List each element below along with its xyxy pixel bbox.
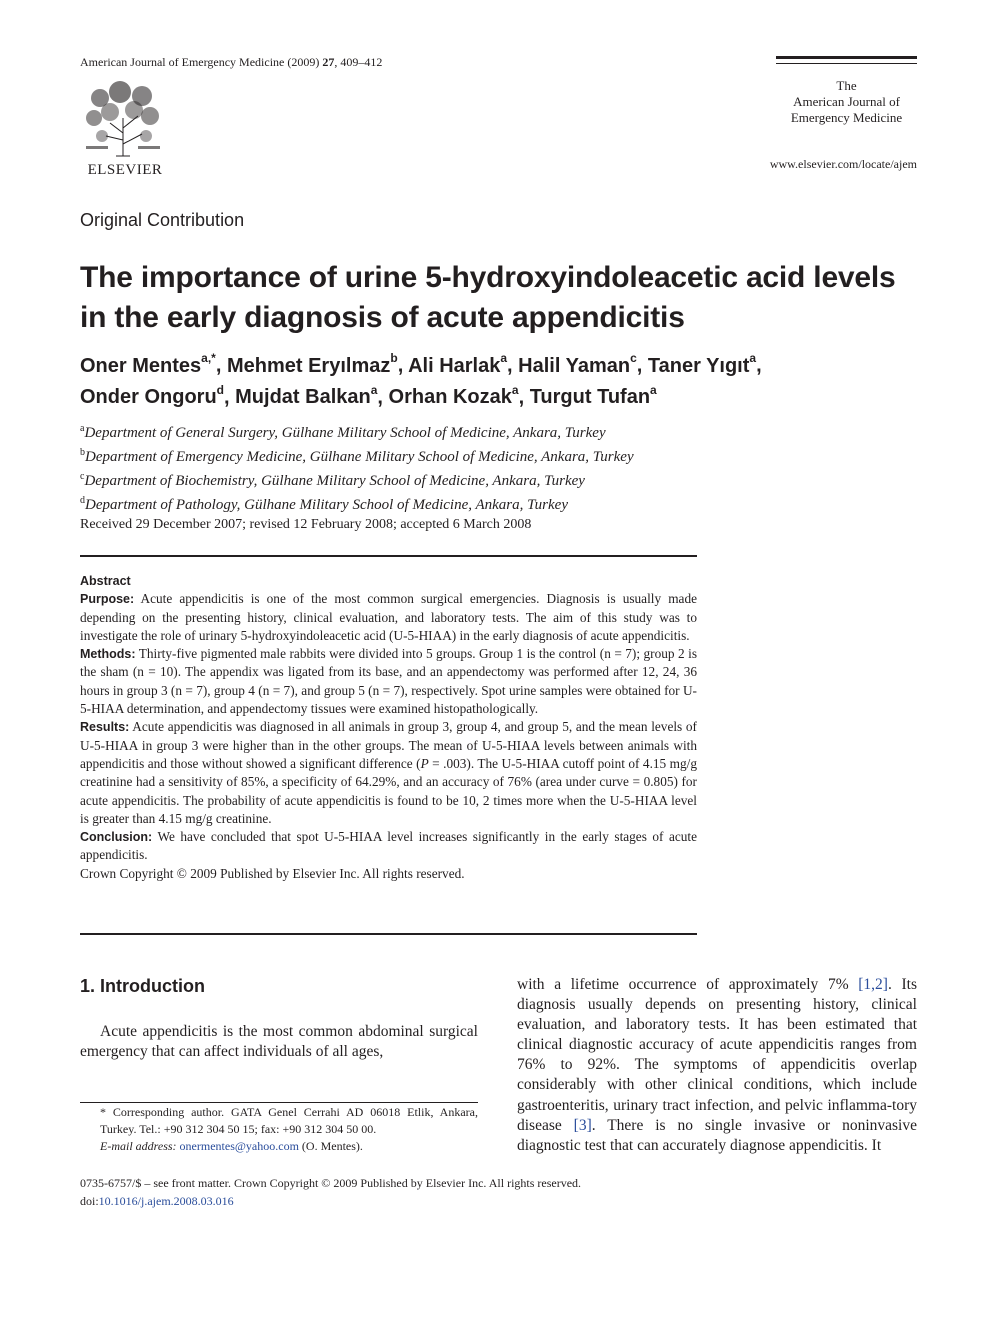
author[interactable]: Mujdat Balkan$^a$: [235, 382, 378, 409]
section-heading-introduction: 1. Introduction: [80, 976, 205, 996]
received-dates: Received 29 December 2007; revised 12 February 2008; accepted 6 March 2008: [80, 517, 532, 532]
front-matter: [80, 1174, 581, 1210]
corresponding-author-footnote: [80, 1104, 478, 1155]
author[interactable]: Mehmet Eryılmaz$^b$: [226, 351, 398, 377]
doi-line: doi:10.1016/j.ajem.2008.03.016: [80, 1194, 234, 1208]
affiliation: $^b$Department of Emergency Medicine, Gülhane Military School of Medicine, Ankara, Turkey: [80, 447, 634, 465]
reference-link[interactable]: [3]: [573, 1116, 592, 1134]
article-title: The importance of urine 5-hydroxyindoleacetic acid levels in the early diagnosis of acute appendicitis: [80, 261, 896, 334]
affiliations: [80, 419, 780, 515]
publisher-name: ELSEVIER: [87, 162, 163, 178]
abstract-copyright: Crown Copyright © 2009 Published by Elsevier Inc. All rights reserved.: [80, 865, 465, 881]
author[interactable]: Oner Mentes$^{a,*}$: [80, 351, 216, 377]
email-line: E-mail address: onermentes@yahoo.com (O. Mentes).: [100, 1139, 363, 1153]
elsevier-logo: [80, 78, 170, 180]
abstract-purpose: Purpose: Acute appendicitis is one of the most common surgical emergencies. Diagnosis is usually made depending on the presenting history, clinical evaluation, and laboratory tests. The aim of this study was to investigate the role of urinary 5-hydroxyindoleacetic acid (U-5-HIAA) in the early diagnosis of acute appendicitis.: [80, 591, 697, 643]
abstract-rule-top: [80, 555, 697, 557]
author[interactable]: Onder Ongoru$^d$: [80, 382, 225, 409]
affiliation: $^d$Department of Pathology, Gülhane Military School of Medicine, Ankara, Turkey: [80, 495, 568, 513]
abstract-rule-bottom: [80, 933, 697, 935]
journal-name: [776, 78, 917, 126]
abstract-methods: Methods: Thirty-five pigmented male rabbits were divided into 5 groups. Group 1 is the control (n = 7); group 2 is the sham (n = 10). The appendix was ligated from its base, and an appendectomy was performed after 12, 24, 36 hours in group 3 (n = 7), group 4 (n = 7), and group 5 (n = 7), respectively. Spot urine samples were obtained for U-5-HIAA determination, and appendectomy tissues were examined histopathologically.: [80, 646, 697, 717]
journal-rule-thin: [776, 63, 917, 64]
email-link[interactable]: onermentes@yahoo.com: [179, 1139, 299, 1153]
article-type: Original Contribution: [80, 210, 245, 230]
footnote-rule: [80, 1102, 478, 1103]
abstract-results: Results: Acute appendicitis was diagnosed in all animals in group 3, group 4, and group 5, and the mean levels of U-5-HIAA in group 3 were higher than in the other groups. The mean of U-5-HIAA levels between animals with appendicitis and those without showed a significant difference (P = .003). The U-5-HIAA cutoff point of 4.15 mg/g creatinine had a sensitivity of 85%, a specificity of 64.29%, and an accuracy of 76% (area under curve = 0.805) for acute appendicitis. The probability of acute appendicitis is found to be 10, 2 times more when the U-5-HIAA level is greater than 4.15 mg/g creatinine.: [80, 719, 697, 826]
corresponding-author: * Corresponding author. GATA Genel Cerrahi AD 06018 Etlik, Ankara, Turkey. Tel.: +90 312 304 50 15; fax: +90 312 304 50 00.: [100, 1105, 478, 1136]
author[interactable]: Halil Yaman$^c$: [518, 351, 637, 377]
abstract-heading: Abstract: [80, 574, 131, 588]
author[interactable]: Orhan Kozak$^a$: [388, 382, 519, 409]
front-matter-line: 0735-6757/$ – see front matter. Crown Copyright © 2009 Published by Elsevier Inc. All rights reserved.: [80, 1176, 582, 1190]
journal-rule: [776, 56, 917, 59]
intro-paragraph-left: Acute appendicitis is the most common abdominal surgical emergency that can affect individuals of all ages,: [80, 1023, 478, 1060]
journal-name-line: American Journal of: [793, 94, 900, 109]
affiliation: $^a$Department of General Surgery, Gülhane Military School of Medicine, Ankara, Turkey: [80, 423, 606, 441]
author[interactable]: Turgut Tufan$^a$: [529, 382, 657, 409]
abstract-conclusion: Conclusion: We have concluded that spot U-5-HIAA level increases significantly in the early stages of acute appendicitis.: [80, 829, 697, 863]
abstract: [80, 572, 697, 883]
journal-name-line: Emergency Medicine: [790, 110, 903, 125]
journal-citation: American Journal of Emergency Medicine (2009) 27, 409–412: [80, 55, 383, 69]
author[interactable]: Taner Yıgıt$^a$: [647, 351, 757, 377]
reference-link[interactable]: [1,2]: [858, 976, 888, 993]
doi-link[interactable]: 10.1016/j.ajem.2008.03.016: [98, 1194, 234, 1208]
author[interactable]: Ali Harlak$^a$: [408, 351, 508, 377]
intro-paragraph-right: with a lifetime occurrence of approximately 7% [1,2]. Its diagnosis usually depends on presenting history, clinical evaluation, and laboratory tests. It has been estimated that clinical diagnostic accuracy of acute appendicitis ranges from 76% to 92%. The symptoms of appendicitis overlap considerably with other clinical conditions, which include gastroenteritis, urinary tract infection, and pelvic inflamma-tory disease [3]. There is no single invasive or noninvasive diagnostic test that can accurately diagnose appendicitis. It: [517, 976, 917, 1154]
elsevier-tree-icon: [80, 78, 166, 158]
journal-url[interactable]: www.elsevier.com/locate/ajem: [769, 157, 917, 171]
affiliation: $^c$Department of Biochemistry, Gülhane Military School of Medicine, Ankara, Turkey: [80, 471, 585, 489]
journal-name-line: The: [836, 78, 857, 93]
author-list: Oner Mentes$^{a,*}$, Mehmet Eryılmaz$^b$, Ali Harlak$^a$, Halil Yaman$^c$, Taner Yıgıt$^a$, Onder Ongoru$^d$, Mujdat Balkan$^a$, Orhan Kozak$^a$, Turgut Tufan$^a$: [80, 351, 762, 409]
